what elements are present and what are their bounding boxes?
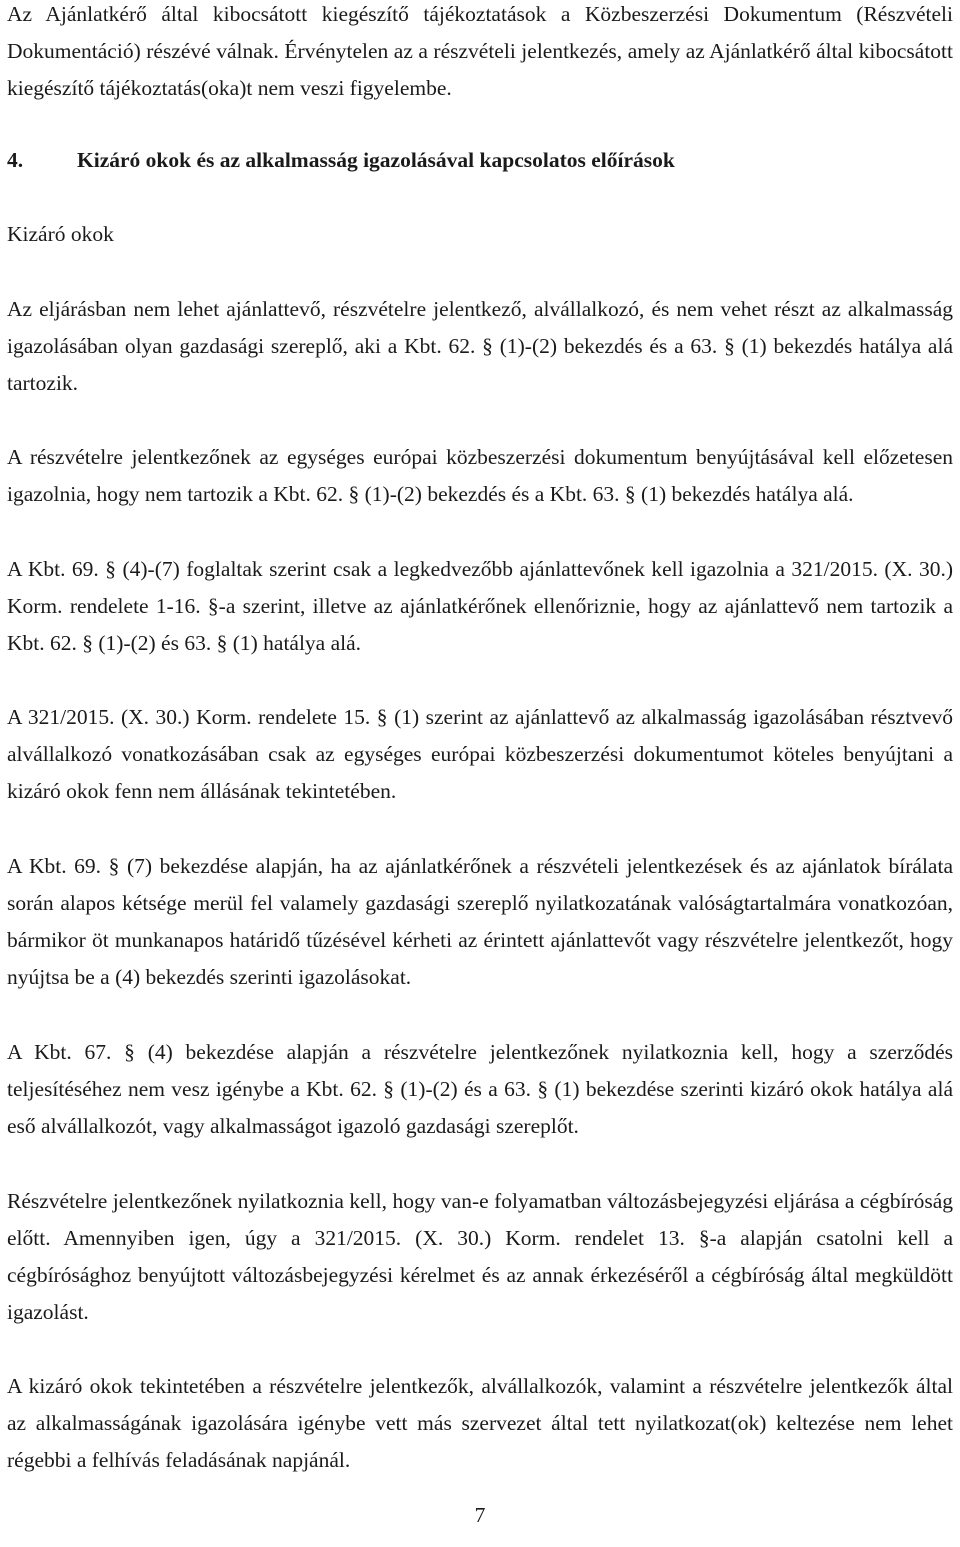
paragraph-4: A 321/2015. (X. 30.) Korm. rendelete 15. § (1) szerint az ajánlattevő az alkalmasság igazolásában résztvevő alvállalkozó vonatkozásában csak az egységes európai közbeszerzési dokumentumot köteles benyújtani a kizáró okok fenn nem állásának tekintetében. <box>7 705 953 803</box>
paragraph-6: A Kbt. 67. § (4) bekezdése alapján a részvételre jelentkezőnek nyilatkoznia kell, hogy a szerződés teljesítéséhez nem vesz igénybe a Kbt. 62. § (1)-(2) és a 63. § (1) bekezdése szerinti kizáró okok hatálya alá eső alvállalkozót, vagy alkalmasságot igazoló gazdasági szereplőt. <box>7 1040 953 1138</box>
intro-paragraph: Az Ajánlatkérő által kibocsátott kiegészítő tájékoztatások a Közbeszerzési Dokumentum (Részvételi Dokumentáció) részévé válnak. Érvénytelen az a részvételi jelentkezés, amely az Ajánlatkérő által kibocsátott kiegészítő tájékoztatás(oka)t nem veszi figyelembe. <box>7 2 953 100</box>
paragraph-3: A Kbt. 69. § (4)-(7) foglaltak szerint csak a legkedvezőbb ajánlattevőnek kell igazolnia a 321/2015. (X. 30.) Korm. rendelete 1-16. §-a szerint, illetve az ajánlatkérőnek ellenőriznie, hogy az ajánlattevő nem tartozik a Kbt. 62. § (1)-(2) és 63. § (1) hatálya alá. <box>7 557 953 655</box>
section-number: 4. <box>7 148 24 172</box>
page-number: 7 <box>474 1503 486 1527</box>
paragraph-8: A kizáró okok tekintetében a részvételre jelentkezők, alvállalkozók, valamint a részvételre jelentkezők által az alkalmasságának igazolására igénybe vett más szervezet által tett nyilatkozat(ok) keltezése nem lehet régebbi a felhívás feladásának napjánál. <box>7 1374 953 1472</box>
paragraph-2: A részvételre jelentkezőnek az egységes európai közbeszerzési dokumentum benyújtásával kell előzetesen igazolnia, hogy nem tartozik a Kbt. 62. § (1)-(2) bekezdés és a Kbt. 63. § (1) bekezdés hatálya alá. <box>7 445 953 506</box>
section-heading <box>7 142 675 179</box>
section-title: Kizáró okok és az alkalmasság igazolásával kapcsolatos előírások <box>77 148 675 172</box>
paragraph-5: A Kbt. 69. § (7) bekezdése alapján, ha az ajánlatkérőnek a részvételi jelentkezések és az ajánlatok bírálata során alapos kétsége merül fel valamely gazdasági szereplő nyilatkozatának valóságtartalmára vonatkozóan, bármikor öt munkanapos határidő tűzésével kérheti az érintett ajánlattevőt vagy részvételre jelentkezőt, hogy nyújtsa be a (4) bekezdés szerinti igazolásokat. <box>7 854 953 989</box>
paragraph-7: Részvételre jelentkezőnek nyilatkoznia kell, hogy van-e folyamatban változásbejegyzési eljárása a cégbíróság előtt. Amennyiben igen, úgy a 321/2015. (X. 30.) Korm. rendelet 13. §-a alapján csatolni kell a cégbírósághoz benyújtott változásbejegyzési kérelmet és az annak érkezéséről a cégbíróság által megküldött igazolást. <box>7 1189 953 1324</box>
subheading-exclusion-grounds: Kizáró okok <box>7 222 114 246</box>
paragraph-1: Az eljárásban nem lehet ajánlattevő, részvételre jelentkező, alvállalkozó, és nem vehet részt az alkalmasság igazolásában olyan gazdasági szereplő, aki a Kbt. 62. § (1)-(2) bekezdés és a 63. § (1) bekezdés hatálya alá tartozik. <box>7 297 953 395</box>
